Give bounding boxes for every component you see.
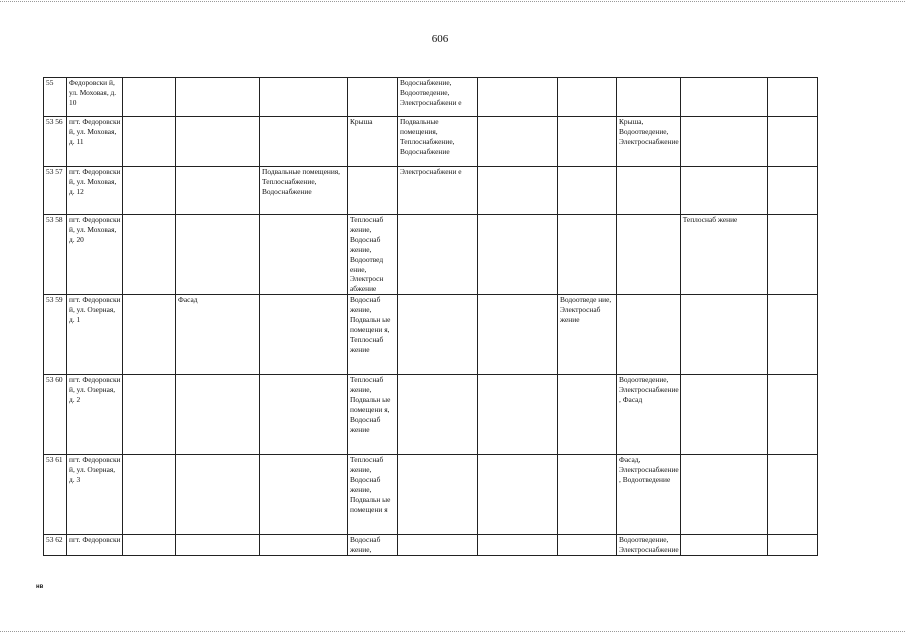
table-cell: Теплоснаб жение	[680, 215, 767, 295]
table-cell: Фасад	[176, 295, 260, 375]
table-cell	[260, 117, 348, 167]
address-cell: пгт. Федоровски й, ул. Моховая, д. 12	[67, 167, 123, 215]
table-cell: Водоснаб жение,	[348, 535, 398, 556]
address-cell: пгт. Федоровски й, ул. Озерная, д. 2	[67, 375, 123, 455]
table-cell	[558, 215, 617, 295]
table-cell	[478, 215, 558, 295]
table-cell	[123, 375, 176, 455]
table-cell	[348, 78, 398, 117]
row-number: 53 58	[44, 215, 67, 295]
address-cell: пгт. Федоровски й, ул. Моховая, д. 20	[67, 215, 123, 295]
table-cell	[123, 215, 176, 295]
table-cell	[176, 455, 260, 535]
table-cell	[478, 167, 558, 215]
repair-schedule-table	[43, 77, 818, 556]
table-cell	[767, 535, 817, 556]
row-number: 55	[44, 78, 67, 117]
table-cell	[558, 117, 617, 167]
table-cell	[478, 117, 558, 167]
table-cell	[123, 117, 176, 167]
scan-top-edge	[0, 1, 905, 3]
table-cell	[260, 215, 348, 295]
table-cell	[398, 295, 478, 375]
table-cell: Крыша	[348, 117, 398, 167]
table-cell	[123, 535, 176, 556]
table-row	[44, 167, 818, 215]
table-cell	[176, 535, 260, 556]
table-cell: Водоотведение, Электроснабжение	[617, 535, 681, 556]
table-cell: Фасад, Электроснабжение , Водоотведение	[617, 455, 681, 535]
table-cell	[558, 167, 617, 215]
table-cell	[767, 455, 817, 535]
table-cell	[617, 167, 681, 215]
table-cell: Теплоснаб жение, Водоснаб жение, Водоотвед ение, Электросн абжение	[348, 215, 398, 295]
table-row	[44, 215, 818, 295]
table-cell	[680, 535, 767, 556]
table-cell	[558, 78, 617, 117]
table-cell: Теплоснаб жение, Водоснаб жение, Подвальн ые помещени я	[348, 455, 398, 535]
table-cell: Подвальные помещения, Теплоснабжение, Водоснабжение	[260, 167, 348, 215]
table-cell	[123, 295, 176, 375]
table-row	[44, 375, 818, 455]
table-cell	[680, 167, 767, 215]
table-cell	[176, 117, 260, 167]
row-number: 53 61	[44, 455, 67, 535]
table-cell	[767, 117, 817, 167]
table-cell	[767, 295, 817, 375]
table-cell	[260, 78, 348, 117]
table-cell: Водоотведение, Электроснабжение , Фасад	[617, 375, 681, 455]
table-cell	[176, 215, 260, 295]
table-cell	[123, 455, 176, 535]
table-cell	[617, 215, 681, 295]
table-cell	[398, 455, 478, 535]
table-cell	[680, 455, 767, 535]
address-cell: пгт. Федоровски	[67, 535, 123, 556]
table-cell	[478, 535, 558, 556]
table-cell: Крыша, Водоотведение, Электроснабжение	[617, 117, 681, 167]
table-cell	[478, 375, 558, 455]
page-number: 606	[431, 33, 449, 45]
table-cell	[617, 295, 681, 375]
table-cell: Водоотведе ние, Электроснаб жение	[558, 295, 617, 375]
table-cell	[478, 78, 558, 117]
table-cell	[680, 78, 767, 117]
table-row	[44, 455, 818, 535]
table-cell	[398, 535, 478, 556]
address-cell: Федоровски й, ул. Моховая, д. 10	[67, 78, 123, 117]
table-cell: Теплоснаб жение, Подвальн ые помещени я, Водоснаб жение	[348, 375, 398, 455]
table-cell	[617, 78, 681, 117]
table-cell	[478, 455, 558, 535]
table-cell	[123, 78, 176, 117]
table-row	[44, 78, 818, 117]
row-number: 53 62	[44, 535, 67, 556]
row-number: 53 57	[44, 167, 67, 215]
table-row	[44, 117, 818, 167]
table-cell	[398, 375, 478, 455]
table-cell: Подвальные помещения, Теплоснабжение, Водоснабжение	[398, 117, 478, 167]
table-cell	[123, 167, 176, 215]
address-cell: пгт. Федоровски й, ул. Моховая, д. 11	[67, 117, 123, 167]
table-cell	[558, 375, 617, 455]
table-cell: Водоснаб жение, Подвальн ые помещени я, Теплоснаб жение	[348, 295, 398, 375]
table-row	[44, 535, 818, 556]
table-cell	[260, 455, 348, 535]
footer-mark: нв	[36, 584, 44, 590]
address-cell: пгт. Федоровски й, ул. Озерная, д. 3	[67, 455, 123, 535]
table-cell: Электроснабжени е	[398, 167, 478, 215]
table-cell	[260, 295, 348, 375]
table-cell	[260, 535, 348, 556]
row-number: 53 59	[44, 295, 67, 375]
table-cell	[558, 455, 617, 535]
table-cell	[767, 78, 817, 117]
table-cell	[767, 375, 817, 455]
table-cell	[767, 167, 817, 215]
table-cell	[478, 295, 558, 375]
table-cell	[176, 167, 260, 215]
table-cell	[680, 117, 767, 167]
address-cell: пгт. Федоровски й, ул. Озерная, д. 1	[67, 295, 123, 375]
table-cell: Водоснабжение, Водоотведение, Электроснабжени е	[398, 78, 478, 117]
table-cell	[260, 375, 348, 455]
table-cell	[398, 215, 478, 295]
table-cell	[558, 535, 617, 556]
row-number: 53 56	[44, 117, 67, 167]
scan-bottom-edge	[0, 631, 905, 633]
table-cell	[680, 295, 767, 375]
table-row	[44, 295, 818, 375]
table-cell	[348, 167, 398, 215]
table-cell	[176, 78, 260, 117]
table-cell	[176, 375, 260, 455]
row-number: 53 60	[44, 375, 67, 455]
table-cell	[680, 375, 767, 455]
table-cell	[767, 215, 817, 295]
